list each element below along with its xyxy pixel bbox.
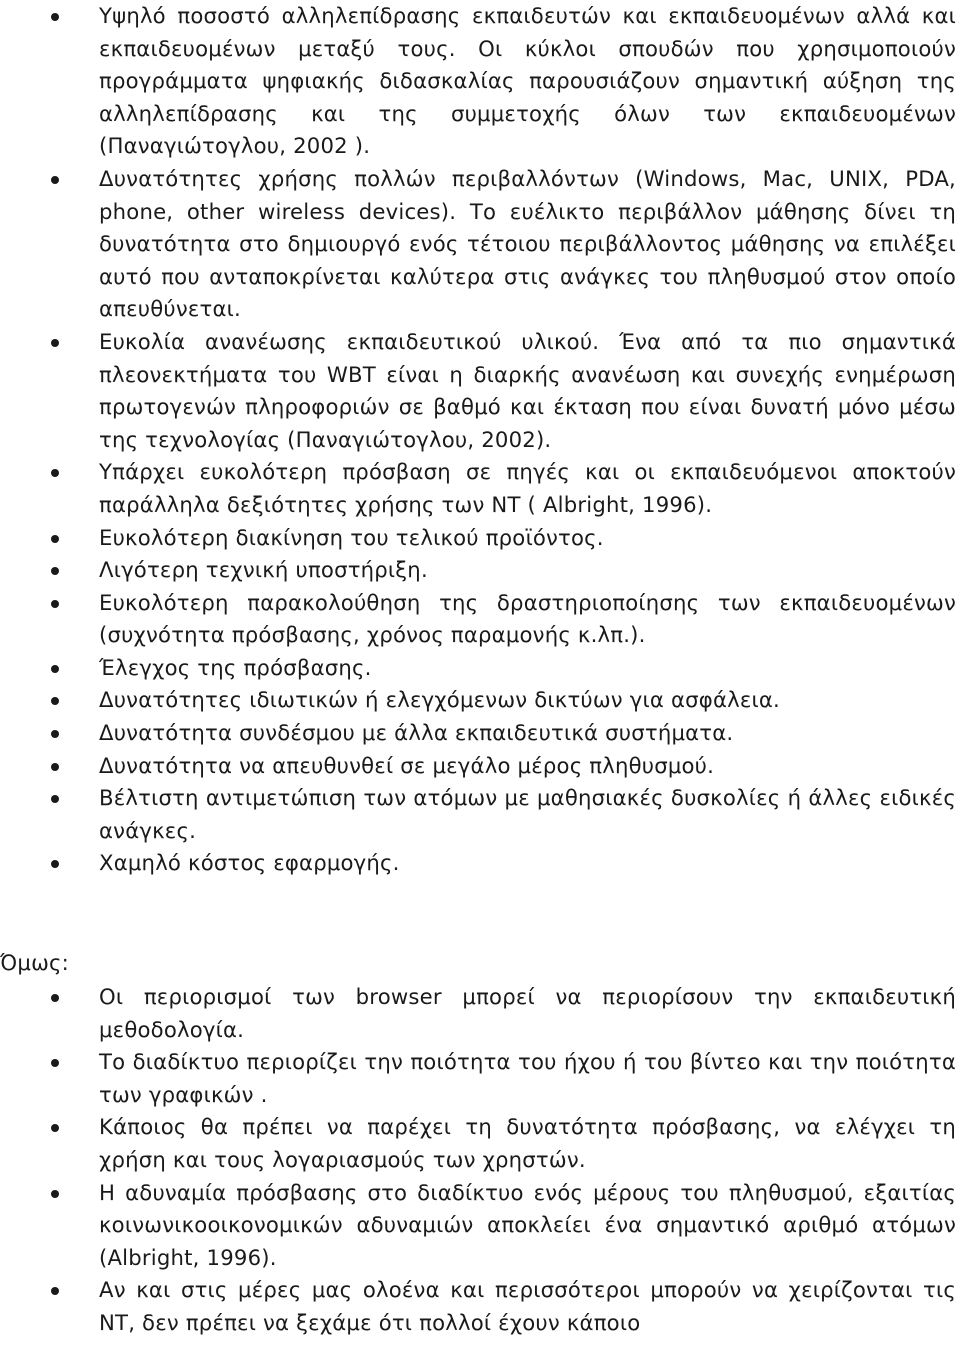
bullet-icon <box>51 469 59 477</box>
list-item-text: Αν και στις μέρες μας ολοένα και περισσότεροι μπορούν να χειρίζονται τις ΝΤ, δεν πρέπει να ξεχάμε ότι πολλοί έχουν κάποιο <box>99 1277 956 1335</box>
bullet-icon <box>51 730 59 738</box>
list-item-text: Βέλτιστη αντιμετώπιση των ατόμων με μαθησιακές δυσκολίες ή άλλες ειδικές ανάγκες. <box>99 785 956 843</box>
list-item <box>0 981 960 1046</box>
list-item <box>0 1177 960 1275</box>
list-item-text: Ευκολότερη παρακολούθηση της δραστηριοποίησης των εκπαιδευομένων (συχνότητα πρόσβασης, χρόνος παραμονής κ.λπ.). <box>99 589 956 648</box>
bullet-icon <box>51 1190 59 1198</box>
bullet-icon <box>51 176 59 184</box>
bullet-icon <box>51 860 59 868</box>
list-item <box>0 587 960 652</box>
list-item-text: Ευκολία ανανέωσης εκπαιδευτικού υλικού. Ένα από τα πιο σημαντικά πλεονεκτήματα του WBT είναι η διαρκής ανανέωση και συνεχής ενημέρωση πρωτογενών πληροφοριών σε βαθμό και έκταση που είναι δυνατή μόνο μέσω της τεχνολογίας (Παναγιώτογλου, 2002). <box>99 328 956 452</box>
list-item <box>0 782 960 847</box>
disadvantages-list <box>0 981 960 1340</box>
list-item-text: Δυνατότητα συνδέσμου με άλλα εκπαιδευτικά συστήματα. <box>99 720 734 746</box>
list-item <box>0 684 960 717</box>
bullet-icon <box>51 1059 59 1067</box>
bullet-icon <box>51 795 59 803</box>
bullet-icon <box>51 600 59 608</box>
list-item <box>0 652 960 685</box>
bullet-icon <box>51 994 59 1002</box>
list-item <box>0 750 960 783</box>
list-item <box>0 1046 960 1111</box>
bullet-icon <box>51 763 59 771</box>
list-item-text: Λιγότερη τεχνική υποστήριξη. <box>99 557 428 583</box>
list-item-text: Χαμηλό κόστος εφαρμογής. <box>99 850 400 876</box>
bullet-icon <box>51 567 59 575</box>
section-intro: Όμως: <box>0 950 70 975</box>
list-item-text: Έλεγχος της πρόσβασης. <box>99 654 372 680</box>
bullet-icon <box>51 13 59 21</box>
list-item-text: Κάποιος θα πρέπει να παρέχει τη δυνατότητα πρόσβασης, να ελέγχει τη χρήση και τους λογαριασμούς των χρηστών. <box>99 1114 956 1172</box>
list-item <box>0 522 960 555</box>
list-item <box>0 326 960 456</box>
list-item <box>0 0 960 163</box>
list-item-text: Δυνατότητες χρήσης πολλών περιβαλλόντων (Windows, Mac, UNIX, PDA, phone, other wireless devices). Το ευέλικτο περιβάλλον μάθησης δίνει τη δυνατότητα στο δημιουργό ενός τέτοιου περιβάλλοντος μάθησης να επιλέξει αυτό που ανταποκρίνεται καλύτερα στις ανάγκες του πληθυσμού στον οποίο απευθύνεται. <box>99 165 956 322</box>
bullet-icon <box>51 697 59 705</box>
list-item-text: Υψηλό ποσοστό αλληλεπίδρασης εκπαιδευτών και εκπαιδευομένων αλλά και εκπαιδευομένων μεταξύ τους. Οι κύκλοι σπουδών που χρησιμοποιούν προγράμματα ψηφιακής διδασκαλίας παρουσιάζουν σημαντική αύξηση της αλληλεπίδρασης και της συμμετοχής όλων των εκπαιδευομένων (Παναγιώτογλου, 2002 ). <box>99 3 956 159</box>
list-item <box>0 163 960 326</box>
bullet-icon <box>51 535 59 543</box>
list-item-text: Υπάρχει ευκολότερη πρόσβαση σε πηγές και οι εκπαιδευόμενοι αποκτούν παράλληλα δεξιότητες χρήσης των ΝΤ ( Albright, 1996). <box>99 459 956 517</box>
list-item-text: Οι περιορισμοί των browser μπορεί να περιορίσουν την εκπαιδευτική μεθοδολογία. <box>99 984 956 1042</box>
list-item-text: Το διαδίκτυο περιορίζει την ποιότητα του ήχου ή του βίντεο και την ποιότητα των γραφικών . <box>99 1049 956 1107</box>
list-item <box>0 554 960 587</box>
bullet-icon <box>51 1287 59 1295</box>
bullet-icon <box>51 665 59 673</box>
list-item-text: Δυνατότητες ιδιωτικών ή ελεγχόμενων δικτύων για ασφάλεια. <box>99 687 780 713</box>
list-item <box>0 456 960 521</box>
list-item-text: Η αδυναμία πρόσβασης στο διαδίκτυο ενός μέρους του πληθυσμού, εξαιτίας κοινωνικοοικονομικών αδυναμιών αποκλείει ένα σημαντικό αριθμό ατόμων (Albright, 1996). <box>99 1179 956 1270</box>
bullet-icon <box>51 1124 59 1132</box>
list-item <box>0 1274 960 1339</box>
list-item <box>0 1111 960 1176</box>
list-item <box>0 717 960 750</box>
list-item-text: Ευκολότερη διακίνηση του τελικού προϊόντος. <box>99 524 604 550</box>
bullet-icon <box>51 339 59 347</box>
list-item <box>0 847 960 880</box>
list-item-text: Δυνατότητα να απευθυνθεί σε μεγάλο μέρος πληθυσμού. <box>99 752 715 778</box>
